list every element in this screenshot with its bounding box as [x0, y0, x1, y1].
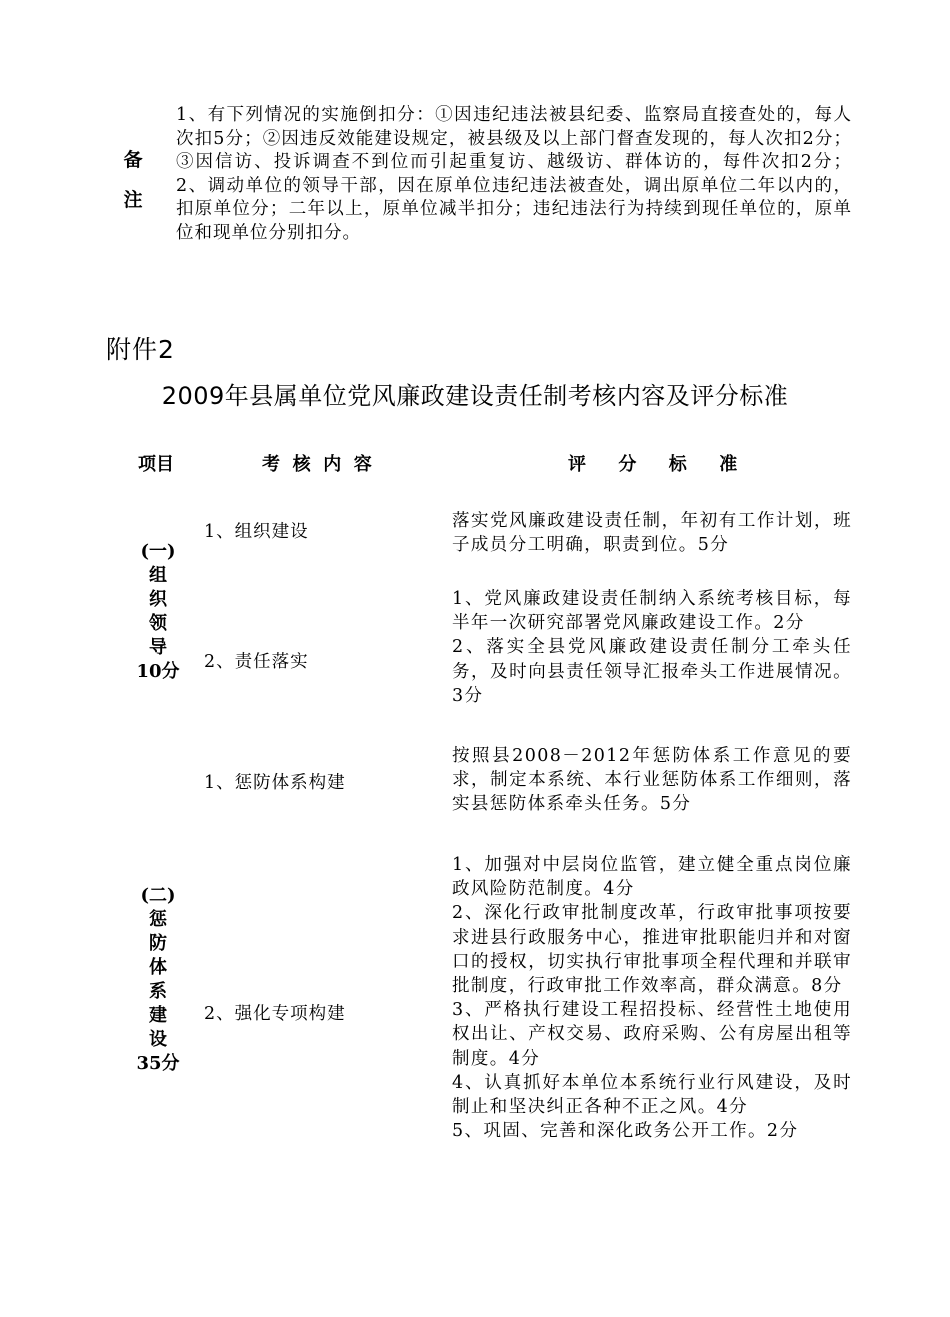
section-line: 10分 [136, 661, 180, 682]
standard-text: 5、巩固、完善和深化政务公开工作。2分 [452, 1121, 799, 1142]
standard-text: 4、认真抓好本单位本系统行业行风建设，及时制止和坚决纠正各种不正之风。4分 [452, 1072, 852, 1118]
section-line: 导 [149, 637, 167, 658]
item-prevention-construction: 1、惩防体系构建 [204, 773, 346, 793]
header-content: 考核内容 [262, 454, 385, 475]
section-prevention-system [108, 884, 208, 1076]
remarks-label-char-2: 注 [123, 189, 143, 211]
standard-text: 按照县2008－2012年惩防体系工作意见的要求，制定本系统、本行业惩防体系工作细则，落实县惩防体系牵头任务。5分 [452, 746, 852, 815]
remarks-label-char-1: 备 [123, 149, 143, 171]
standard-text: 3、严格执行建设工程招投标、经营性土地使用权出让、产权交易、政府采购、公有房屋出租等制度。4分 [452, 1000, 852, 1069]
document-title: 2009年县属单位党风廉政建设责任制考核内容及评分标准 [161, 382, 789, 410]
standard-prevention-construction [452, 744, 852, 817]
remarks-text: 1、有下列情况的实施倒扣分：①因违纪违法被县纪委、监察局直接查处的，每人次扣5分；②因违反效能建设规定，被县级及以上部门督查发现的，每人次扣2分；③因信访、投诉调查不到位而引起重复访、越级访、群体访的，每件次扣2分； 2、调动单位的领导干部，因在原单位违纪违法被查处，调出原单位二年以内的，扣原单位分；二年以上，原单位减半扣分；违纪违法行为持续到现任单位的，原单位和现单位分别扣分。 [176, 105, 852, 243]
annex-label: 附件2 [106, 335, 175, 364]
item-responsibility: 2、责任落实 [204, 652, 309, 672]
section-line: 系 [149, 981, 167, 1002]
header-standard: 评分标准 [568, 454, 770, 475]
standard-text: 落实党风廉政建设责任制，年初有工作计划，班子成员分工明确，职责到位。5分 [452, 511, 852, 556]
standard-special-construction [452, 853, 852, 1143]
section-line: 体 [149, 957, 167, 978]
standard-text: 1、加强对中层岗位监管，建立健全重点岗位廉政风险防范制度。4分 [452, 855, 852, 900]
item-special-construction: 2、强化专项构建 [204, 1004, 346, 1024]
standard-responsibility [452, 587, 852, 708]
header-item: 项目 [138, 454, 174, 475]
section-line: 惩 [149, 909, 167, 930]
item-organization-building: 1、组织建设 [204, 522, 309, 542]
section-line: (二) [140, 885, 176, 906]
section-line: (一) [140, 541, 176, 562]
section-line: 建 [149, 1005, 167, 1026]
standard-organization-building [452, 509, 852, 557]
section-line: 织 [149, 589, 167, 610]
standard-text: 2、深化行政审批制度改革，行政审批事项按要求进县行政服务中心，推进审批职能归并和对窗口的授权，切实执行审批事项全程代理和并联审批制度，行政审批工作效率高，群众满意。8分 [452, 903, 852, 997]
section-line: 领 [149, 613, 167, 634]
section-line: 设 [149, 1029, 167, 1050]
section-line: 防 [149, 933, 167, 954]
section-line: 组 [149, 565, 167, 586]
section-organization-leadership [108, 540, 208, 684]
section-line: 35分 [136, 1053, 180, 1074]
standard-text: 1、党风廉政建设责任制纳入系统考核目标，每半年一次研究部署党风廉政建设工作。2分 [452, 589, 852, 634]
standard-text: 2、落实全县党风廉政建设责任制分工牵头任务，及时向县责任领导汇报牵头工作进展情况。3分 [452, 637, 852, 706]
